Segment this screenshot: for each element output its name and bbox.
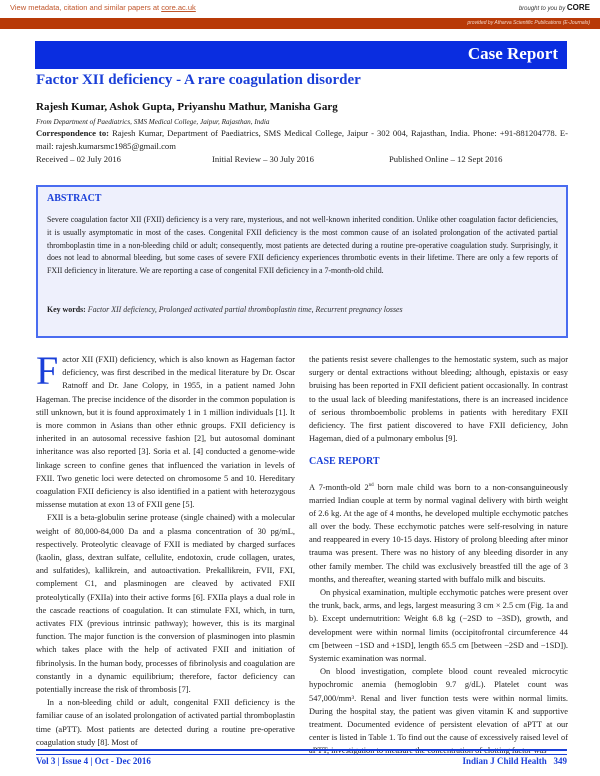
paragraph: FXII is a beta-globulin serine protease (single chained) with a molecular weight of 80,000-84,000 Da and a plasma concentration of 30 pg/mL, respectively. Proteolytic cleavage of FXII is mediated by charged surfaces (kaolin, glass, dextran sulfate, cellulite, endotoxin, crude collagen, urates, and sulfatides), kallikrein, and autoactivation. Prekallikrein, FVII, FXI, complement C1, and plasminogen are cleaved by activated FXII proteolytically (FXIIa) into their active forms [6]. FXIIa plays a dual role in the cascade reactions of coagulation. It can stimulate FXI, which, in turn, activates FIX (previous intrinsic pathway); however, this is its marginal function. The major function is the conversion of plasminogen into plasmin which takes place with the help of activated FXII and initiation of fibrinolysis. In the human body, processes of fibrinolysis and coagulation are constantly in a dynamic equilibrium; therefore, factor deficiency can potentially increase the risk of thrombosis [7]. xyxy=(36,513,295,695)
notice-text: View metadata, citation and similar papers at xyxy=(10,3,162,12)
core-metadata-notice xyxy=(10,3,196,12)
paragraph-text: born male child was born to a non-consanguineously married Indian couple at term by normal vaginal delivery with birth weight of 2.6 kg. At the age of 4 months, he developed multiple ecchymotic patches all over the body. These ecchymotic patches were self-resolving in nature and reappeared in every 10-15 days. History of prolong bleeding after minor trauma was present. There was no history of any bleeding disorder in any other family member. The child was exclusively breastfed till the age of 3 months, and thereafter, weaning started with buffalo milk and biscuits. xyxy=(309,482,568,584)
keywords xyxy=(47,305,403,314)
footer-divider xyxy=(36,749,567,755)
article-type-banner xyxy=(35,41,567,69)
keywords-label: Key words: xyxy=(47,305,86,314)
paragraph-text: actor XII (FXII) deficiency, which is also known as Hageman factor deficiency, was first described in the medical literature by Dr. Oscar Ratnoff and Dr. Jane Colopy, in 1955, in a patient named John Hageman. The precise incidence of the disorder in the common population is still unknown, but it is found approximately 1 in 1 million individuals [1]. It is more common in Asians than other ethnic groups. FXII deficiency is inherited in an autosomal recessive fashion [2], but autosomal dominant inheritance was also reported [3]. Soria et al. [4] conducted a genome-wide linkage screen to confine genes that influenced the variation in levels of FXII. Two genetic loci were detected on chromosome 5 and 10. Hereditary coagulation FXII deficiency is also identified in a patient with heterozygous missense mutation at exon 13 of FXII gene [5]. xyxy=(36,355,295,510)
provider-bar xyxy=(0,18,600,29)
article-type: Case Report xyxy=(467,44,558,63)
paragraph: On physical examination, multiple ecchymotic patches were present over the trunk, back, arms, and legs, largest measuring 3 cm × 2.5 cm (Fig. 1a and b). Except undernutrition: Weight 6.8 kg (−2SD to −3SD), growth, and development were within normal limits (occipitofrontal circumference 44 cm [between −1SD and +1SD], length 65.5 cm [between −2SD and −1SD]). Systemic examination was normal. xyxy=(309,588,568,664)
core-brand[interactable] xyxy=(519,3,590,12)
case-report-heading: CASE REPORT xyxy=(309,456,380,468)
paragraph: On blood investigation, complete blood count revealed microcytic hypochromic anemia (hemoglobin 9.7 g/dL). Platelet count was 547,000/mm³. Renal and liver function tests were within normal limits. During the hospital stay, the patient was given vitamin K and supportive treatment. Documented evidence of persistent elevation of aPTT at our center is listed in Table 1. To find out the cause of excessively raised level of aPTT, investigation to measure the concentration of clotting factor was xyxy=(309,667,568,756)
paragraph-text: A 7-month-old 2 xyxy=(309,482,369,492)
paragraph xyxy=(36,348,295,511)
right-column xyxy=(309,353,568,758)
brought-by-text: brought to you by xyxy=(518,6,566,12)
core-logo: CORE xyxy=(566,3,590,12)
abstract-heading: ABSTRACT xyxy=(47,193,102,204)
correspondence-label: Correspondence to: xyxy=(36,128,110,138)
keywords-text: Factor XII deficiency, Prolonged activated partial thromboplastin time, Recurrent pregnancy losses xyxy=(87,305,403,314)
abstract-box xyxy=(36,185,568,338)
authors: Rajesh Kumar, Ashok Gupta, Priyanshu Mathur, Manisha Garg xyxy=(36,101,338,113)
left-column xyxy=(36,348,295,749)
paragraph: In a non-bleeding child or adult, congenital FXII deficiency is the familiar cause of an isolated prolongation of activated partial thromboplastin time (aPTT). Most patients are detected during a routine pre-operative coagulation study [8]. Most of xyxy=(36,698,295,747)
core-link[interactable]: core.ac.uk xyxy=(161,3,196,12)
footer-issue: Vol 3 | Issue 4 | Oct - Dec 2016 xyxy=(36,756,151,766)
published-date: Published Online – 12 Sept 2016 xyxy=(389,154,503,164)
drop-cap: F xyxy=(36,348,59,393)
paragraph: the patients resist severe challenges to the hemostatic system, such as major surgery or dental extractions without bleeding; although, epistaxis or easy bruising has been reported in FXII deficient patient occasionally. In contrast to the usual lack of bleeding manifestations, there is an increased incidence of serious thromboembolic problems in patients with hereditary FXII deficiency. The first patient discovered to have FXII deficiency, John Hageman, died of a pulmonary embolus [9]. xyxy=(309,355,568,444)
footer-journal-page: Indian J Child Health 349 xyxy=(462,756,567,766)
superscript: nd xyxy=(368,482,374,488)
affiliation: From Department of Paediatrics, SMS Medical College, Jaipur, Rajasthan, India xyxy=(36,118,270,126)
paragraph xyxy=(309,479,568,586)
review-date: Initial Review – 30 July 2016 xyxy=(212,154,314,164)
correspondence xyxy=(36,127,568,152)
abstract-text: Severe coagulation factor XII (FXII) deficiency is a very rare, mysterious, and not well-known inherited condition. Unlike other coagulation factor deficiencies, it is usually asymptomatic in most of the cases. Congenital FXII deficiency is the most common cause of an isolated prolongation of the activated partial thromboplastin time in a non-bleeding child or adult; consequently, most patients are detected during a routine pre-operative coagulation study. Surprisingly, it does not lead to abnormal bleeding, but some cases of severe FXII deficiency experiences thrombotic events in their lifetime. There are only a few reports of FXII deficiency in literature. We are reporting a case of congenital FXII deficiency in a 7-month-old child. xyxy=(47,215,558,276)
correspondence-text: Rajesh Kumar, Department of Paediatrics, SMS Medical College, Jaipur - 302 004, Rajasthan, India. Phone: +91-881204778. E-mail: rajesh.kumarsmc1985@gmail.com xyxy=(36,128,569,151)
article-title: Factor XII deficiency - A rare coagulation disorder xyxy=(36,72,361,88)
received-date: Received – 02 July 2016 xyxy=(36,154,121,164)
provided-by-text: provided by Atharva Scientific Publications (E-Journals) xyxy=(467,20,590,26)
